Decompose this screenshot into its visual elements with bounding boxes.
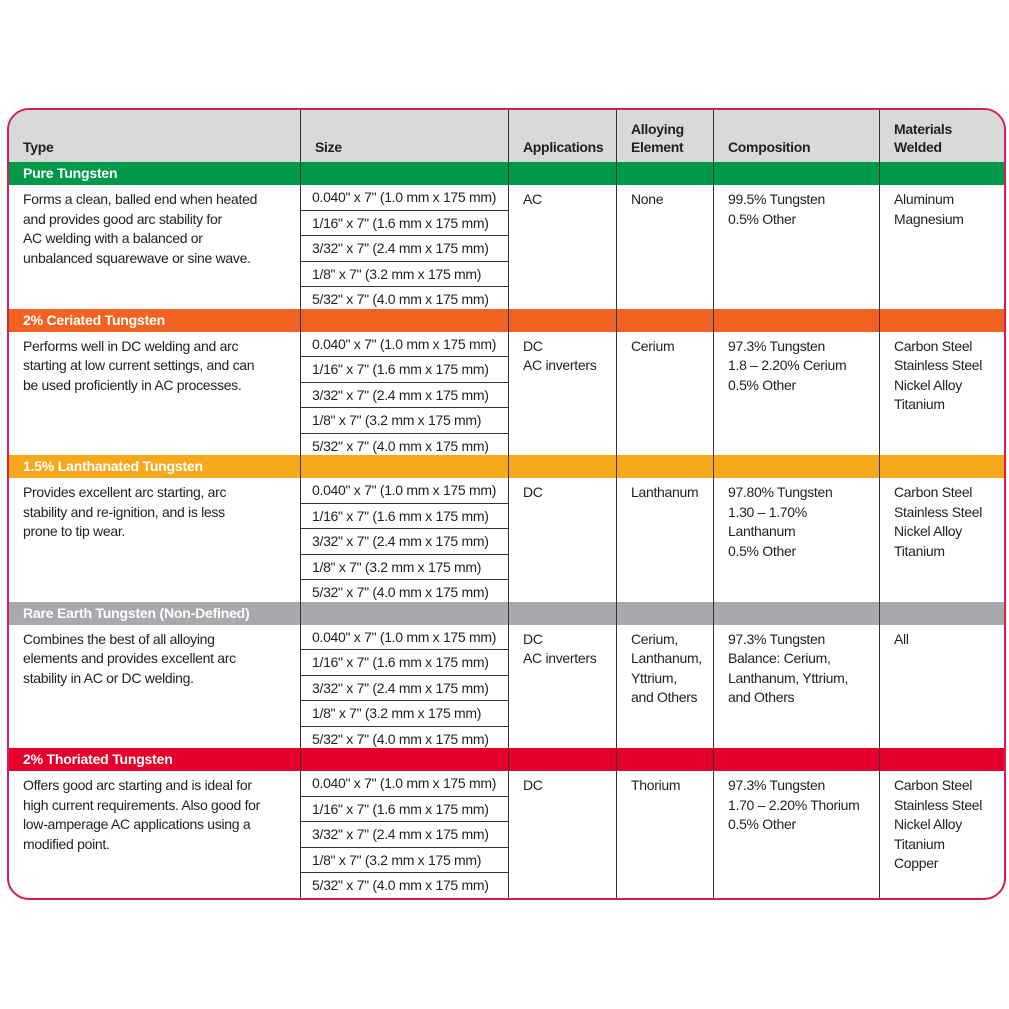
alloying-element: Cerium (617, 332, 714, 459)
size-list (301, 185, 509, 312)
size-item: 1/16" x 7" (1.6 mm x 175 mm) (301, 504, 508, 530)
band-cell (509, 162, 617, 185)
section-band (9, 602, 1004, 625)
description: Forms a clean, balled end when heated and provides good arc stability for AC welding with a balanced or unbalanced squarewave or sine wave. (9, 185, 301, 312)
band-cell (509, 748, 617, 771)
band-cell (880, 162, 1004, 185)
size-item: 0.040" x 7" (1.0 mm x 175 mm) (301, 478, 508, 504)
description: Offers good arc starting and is ideal for high current requirements. Also good for low-amperage AC applications using a modified point. (9, 771, 301, 898)
tungsten-section (9, 602, 1004, 749)
band-cell (509, 602, 617, 625)
header-composition: Composition (714, 110, 880, 162)
size-item: 3/32" x 7" (2.4 mm x 175 mm) (301, 383, 508, 409)
alloying-element: Lanthanum (617, 478, 714, 605)
applications: DC AC inverters (509, 332, 617, 459)
band-cell (617, 455, 714, 478)
description: Performs well in DC welding and arc starting at low current settings, and can be used proficiently in AC processes. (9, 332, 301, 459)
tungsten-section (9, 748, 1004, 898)
composition: 97.3% Tungsten 1.70 – 2.20% Thorium 0.5% Other (714, 771, 880, 898)
size-item: 5/32" x 7" (4.0 mm x 175 mm) (312, 437, 489, 454)
table-header (9, 110, 1004, 162)
band-cell (880, 602, 1004, 625)
size-item: 3/32" x 7" (2.4 mm x 175 mm) (301, 236, 508, 262)
section-title: 2% Thoriated Tungsten (9, 748, 301, 771)
applications: DC (509, 771, 617, 898)
section-body (9, 332, 1004, 459)
band-cell (509, 455, 617, 478)
applications: DC AC inverters (509, 625, 617, 752)
section-title: 1.5% Lanthanated Tungsten (9, 455, 301, 478)
composition: 97.80% Tungsten 1.30 – 1.70% Lanthanum 0.5% Other (714, 478, 880, 605)
composition: 97.3% Tungsten Balance: Cerium, Lanthanum, Yttrium, and Others (714, 625, 880, 752)
section-band (9, 162, 1004, 185)
description: Provides excellent arc starting, arc stability and re-ignition, and is less prone to tip wear. (9, 478, 301, 605)
materials-welded: Carbon Steel Stainless Steel Nickel Alloy Titanium (894, 484, 983, 559)
header-materials-welded: Materials Welded (894, 121, 952, 155)
size-item: 1/8" x 7" (3.2 mm x 175 mm) (301, 262, 508, 288)
header-size: Size (301, 110, 509, 162)
applications: AC (509, 185, 617, 312)
alloying-element: Thorium (617, 771, 714, 898)
tungsten-section (9, 162, 1004, 309)
band-cell (301, 748, 509, 771)
section-body (9, 185, 1004, 312)
band-cell (617, 748, 714, 771)
size-item: 3/32" x 7" (2.4 mm x 175 mm) (301, 676, 508, 702)
header-applications: Applications (509, 110, 617, 162)
materials-welded: Aluminum Magnesium (894, 191, 964, 227)
section-body (9, 771, 1004, 898)
size-item: 1/8" x 7" (3.2 mm x 175 mm) (301, 848, 508, 874)
size-item: 5/32" x 7" (4.0 mm x 175 mm) (312, 584, 489, 600)
applications: DC (509, 478, 617, 605)
section-body (9, 478, 1004, 605)
tungsten-section (9, 455, 1004, 602)
header-alloying-element: Alloying Element (617, 110, 714, 162)
size-item: 1/16" x 7" (1.6 mm x 175 mm) (301, 211, 508, 237)
materials-welded: Carbon Steel Stainless Steel Nickel Alloy Titanium (894, 337, 983, 412)
composition: 97.3% Tungsten 1.8 – 2.20% Cerium 0.5% Other (714, 332, 880, 459)
size-item: 0.040" x 7" (1.0 mm x 175 mm) (301, 332, 508, 358)
tungsten-section (9, 309, 1004, 456)
alloying-element: None (617, 185, 714, 312)
band-cell (301, 602, 509, 625)
band-cell (617, 602, 714, 625)
size-item: 1/16" x 7" (1.6 mm x 175 mm) (301, 797, 508, 823)
band-cell (880, 309, 1004, 332)
size-item: 5/32" x 7" (4.0 mm x 175 mm) (312, 291, 489, 307)
section-title: 2% Ceriated Tungsten (9, 309, 301, 332)
size-item: 3/32" x 7" (2.4 mm x 175 mm) (301, 529, 508, 555)
band-cell (714, 162, 880, 185)
section-title: Pure Tungsten (9, 162, 301, 185)
band-cell (714, 748, 880, 771)
size-item: 1/8" x 7" (3.2 mm x 175 mm) (301, 555, 508, 581)
tungsten-electrode-table (7, 108, 1006, 900)
band-cell (617, 162, 714, 185)
size-list (301, 625, 509, 752)
section-band (9, 455, 1004, 478)
band-cell (301, 309, 509, 332)
size-list (301, 478, 509, 605)
band-cell (714, 602, 880, 625)
size-item: 1/8" x 7" (3.2 mm x 175 mm) (301, 408, 508, 434)
size-item: 0.040" x 7" (1.0 mm x 175 mm) (301, 185, 508, 211)
size-list (301, 332, 509, 459)
size-item: 5/32" x 7" (4.0 mm x 175 mm) (312, 730, 489, 747)
section-title: Rare Earth Tungsten (Non-Defined) (9, 602, 301, 625)
band-cell (301, 455, 509, 478)
size-list (301, 771, 509, 898)
band-cell (880, 748, 1004, 771)
description: Combines the best of all alloying elements and provides excellent arc stability in AC or DC welding. (9, 625, 301, 752)
size-item: 3/32" x 7" (2.4 mm x 175 mm) (301, 822, 508, 848)
size-item: 5/32" x 7" (4.0 mm x 175 mm) (312, 877, 489, 893)
materials-welded: All (894, 630, 909, 647)
band-cell (880, 455, 1004, 478)
composition: 99.5% Tungsten 0.5% Other (714, 185, 880, 312)
size-item: 1/16" x 7" (1.6 mm x 175 mm) (301, 357, 508, 383)
alloying-element: Cerium, Lanthanum, Yttrium, and Others (617, 625, 714, 752)
size-item: 0.040" x 7" (1.0 mm x 175 mm) (301, 625, 508, 651)
band-cell (301, 162, 509, 185)
section-body (9, 625, 1004, 752)
band-cell (714, 309, 880, 332)
band-cell (509, 309, 617, 332)
section-band (9, 748, 1004, 771)
size-item: 0.040" x 7" (1.0 mm x 175 mm) (301, 771, 508, 797)
materials-welded: Carbon Steel Stainless Steel Nickel Alloy Titanium Copper (894, 777, 983, 871)
size-item: 1/16" x 7" (1.6 mm x 175 mm) (301, 650, 508, 676)
band-cell (714, 455, 880, 478)
size-item: 1/8" x 7" (3.2 mm x 175 mm) (301, 701, 508, 727)
band-cell (617, 309, 714, 332)
section-band (9, 309, 1004, 332)
header-type: Type (9, 110, 301, 162)
